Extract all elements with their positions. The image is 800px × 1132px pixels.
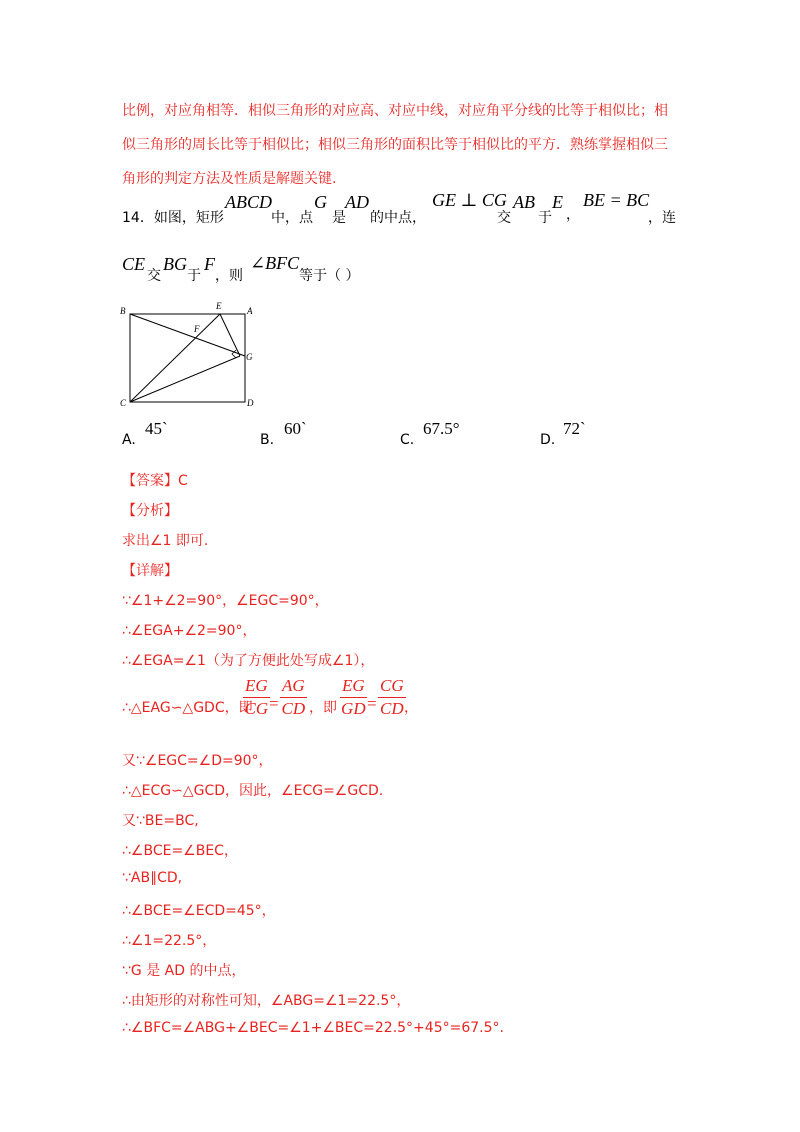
step-8: ∵AB∥CD, bbox=[122, 870, 183, 886]
question-text-lian: ，连 bbox=[648, 210, 676, 226]
step-6: 又∵BE=BC, bbox=[122, 813, 199, 829]
label-g: G bbox=[246, 352, 253, 362]
question-number: 14．如图，矩形 bbox=[122, 210, 224, 226]
step-3: ∴∠EGA=∠1（为了方便此处写成∠1）， bbox=[122, 653, 375, 669]
segment-ce-line bbox=[130, 314, 220, 402]
question-text-yu2: 于 bbox=[187, 268, 201, 284]
step-12: ∴由矩形的对称性可知，∠ABG=∠1=22.5°， bbox=[122, 993, 411, 1009]
analysis-text: 求出∠1 即可. bbox=[122, 533, 209, 549]
step-4: 又∵∠EGC=∠D=90°， bbox=[122, 753, 273, 769]
answer-label: 【答案】C bbox=[122, 473, 188, 489]
angle-bfc: ∠BFC bbox=[250, 253, 300, 273]
question-text-yu1: 于 bbox=[538, 210, 552, 226]
fraction-eg-cg bbox=[243, 676, 270, 719]
fraction-numerator: EG bbox=[243, 676, 270, 698]
fraction-denominator: CD bbox=[380, 699, 404, 718]
segment-eg-line bbox=[220, 314, 240, 356]
question-text-dengyu: 等于（ ） bbox=[299, 268, 360, 284]
step-2: ∴∠EGA+∠2=90°， bbox=[122, 623, 257, 639]
fraction-cg-cd bbox=[378, 676, 406, 719]
similar-suffix: ， bbox=[404, 700, 418, 716]
similar-mid: ，即 bbox=[309, 700, 337, 716]
intro-line-3: 角形的判定方法及性质是解题关键. bbox=[122, 171, 337, 187]
question-text-shi: 是 bbox=[332, 210, 346, 226]
segment-ad: AD bbox=[345, 192, 369, 212]
step-13: ∴∠BFC=∠ABG+∠BEC=∠1+∠BEC=22.5°+45°=67.5°. bbox=[122, 1020, 504, 1036]
step-7: ∴∠BCE=∠BEC， bbox=[122, 843, 238, 859]
rectangle-abcd bbox=[130, 314, 245, 402]
option-c-value: 67.5° bbox=[423, 419, 460, 438]
step-5: ∴△ECG∽△GCD，因此，∠ECG=∠GCD. bbox=[122, 783, 384, 799]
fraction-numerator: AG bbox=[280, 676, 307, 698]
option-a-letter: A. bbox=[122, 432, 136, 448]
segment-cg-line bbox=[130, 356, 240, 402]
label-c: C bbox=[120, 398, 127, 408]
rect-name: ABCD bbox=[225, 192, 272, 212]
question-text-jiao1: 交 bbox=[497, 210, 511, 226]
segment-bg: BG bbox=[163, 254, 187, 274]
fraction-denominator: CD bbox=[281, 699, 306, 718]
geometry-figure bbox=[118, 300, 258, 410]
option-b-letter: B. bbox=[260, 432, 275, 448]
question-text-comma1: ， bbox=[566, 207, 580, 223]
analysis-heading: 【分析】 bbox=[122, 503, 178, 519]
option-b-value: 60` bbox=[284, 419, 307, 438]
option-a-value: 45` bbox=[145, 419, 168, 438]
fraction-ag-cd bbox=[280, 676, 307, 719]
label-b: B bbox=[120, 306, 126, 316]
segment-ab: AB bbox=[513, 192, 535, 212]
option-c-letter: C. bbox=[400, 432, 415, 448]
equals-sign-1: = bbox=[269, 694, 279, 713]
step-11: ∵G 是 AD 的中点， bbox=[122, 963, 246, 979]
question-text-midpoint: 的中点， bbox=[370, 210, 426, 226]
point-f: F bbox=[204, 254, 215, 274]
equals-sign-2: = bbox=[367, 694, 377, 713]
label-f: F bbox=[194, 324, 200, 334]
point-e: E bbox=[552, 192, 563, 212]
segment-bg-line bbox=[130, 314, 245, 356]
fraction-denominator: CG bbox=[244, 699, 269, 718]
fraction-eg-gd bbox=[340, 676, 367, 719]
label-e: E bbox=[216, 301, 222, 311]
option-d-letter: D. bbox=[540, 432, 556, 448]
point-g: G bbox=[314, 192, 327, 212]
intro-line-1: 比例，对应角相等．相似三角形的对应高、对应中线，对应角平分线的比等于相似比；相 bbox=[122, 103, 668, 119]
intro-line-2: 似三角形的周长比等于相似比；相似三角形的面积比等于相似比的平方．熟练掌握相似三 bbox=[122, 137, 668, 153]
perp-expression: GE ⊥ CG bbox=[432, 190, 507, 210]
fraction-numerator: CG bbox=[378, 676, 406, 698]
detail-heading: 【详解】 bbox=[122, 563, 178, 579]
step-9: ∴∠BCE=∠ECD=45°， bbox=[122, 903, 276, 919]
fraction-denominator: GD bbox=[341, 699, 366, 718]
question-text-jiao2: 交 bbox=[147, 268, 161, 284]
label-a: A bbox=[247, 306, 253, 316]
label-d: D bbox=[247, 398, 254, 408]
segment-ce: CE bbox=[122, 254, 146, 274]
be-bc-expression: BE = BC bbox=[583, 190, 650, 210]
similar-prefix: ∴△EAG∽△GDC，即 bbox=[122, 700, 253, 716]
question-text-zhong: 中，点 bbox=[271, 210, 313, 226]
fraction-numerator: EG bbox=[340, 676, 367, 698]
question-text-ze: ，则 bbox=[215, 268, 243, 284]
step-1: ∵∠1+∠2=90°，∠EGC=90°， bbox=[122, 593, 329, 609]
option-d-value: 72` bbox=[563, 419, 586, 438]
step-10: ∴∠1=22.5°， bbox=[122, 933, 217, 949]
